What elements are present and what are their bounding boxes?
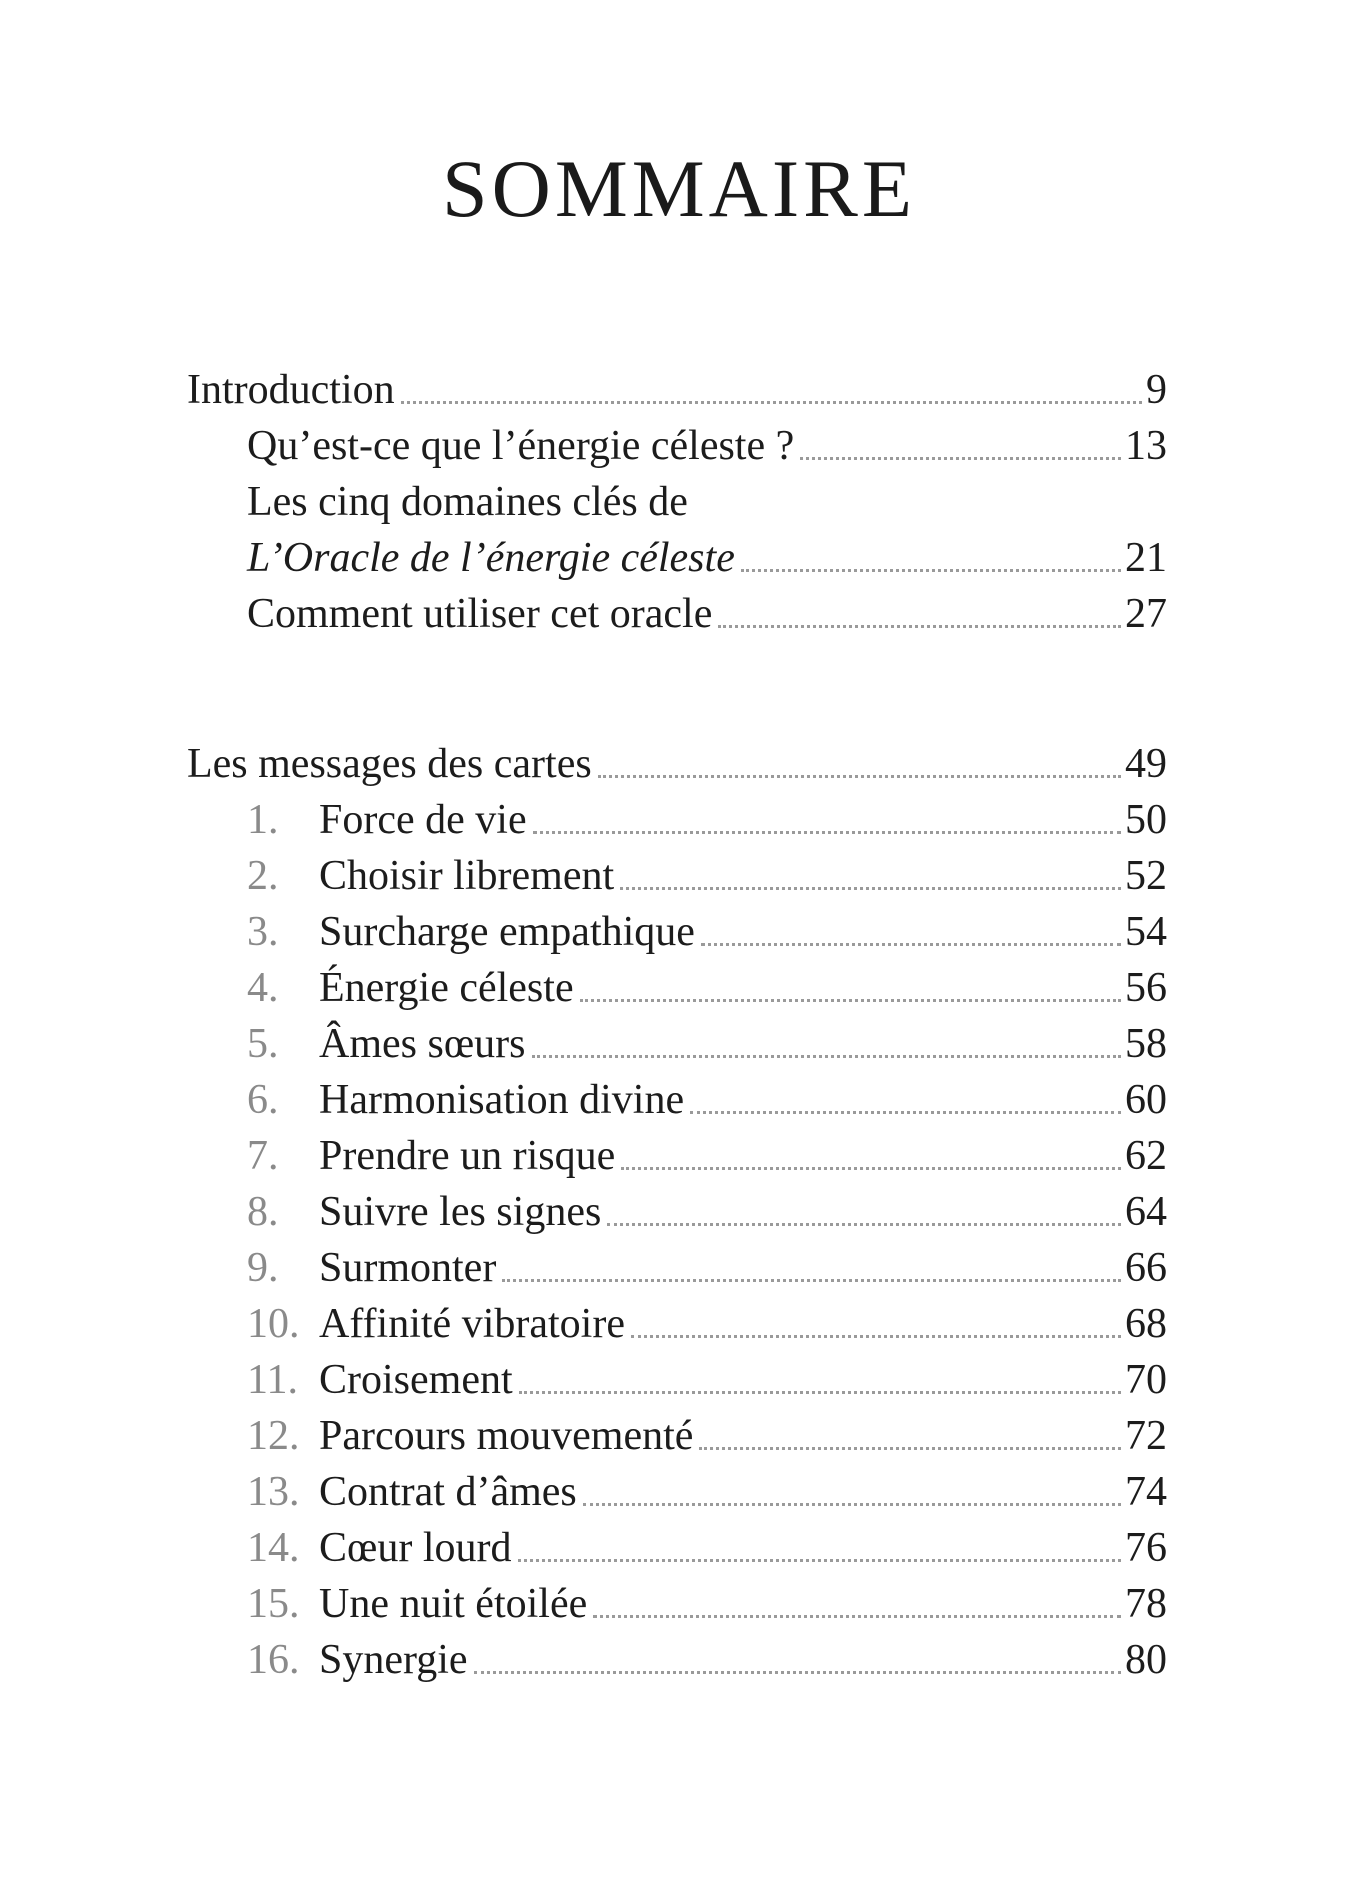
dot-leader <box>502 1279 1121 1282</box>
toc-page-number: 21 <box>1125 535 1167 581</box>
dot-leader <box>580 999 1121 1002</box>
card-title: Prendre un risque <box>319 1133 616 1179</box>
toc-page-number: 27 <box>1125 591 1167 637</box>
toc-entry-comment-utiliser[interactable] <box>187 586 1167 642</box>
toc-entry-label: Introduction <box>187 367 395 413</box>
dot-leader <box>518 1559 1122 1562</box>
toc-entry-cinq-domaines[interactable] <box>187 474 1167 530</box>
card-title: Énergie céleste <box>319 965 574 1011</box>
card-title: Surmonter <box>319 1245 497 1291</box>
toc-card-entry[interactable] <box>187 1184 1167 1240</box>
toc-entry-label: L’Oracle de l’énergie céleste <box>247 535 735 581</box>
card-title: Synergie <box>319 1637 468 1683</box>
dot-leader <box>532 1055 1122 1058</box>
toc-card-entry[interactable] <box>187 1576 1167 1632</box>
toc-entry-messages[interactable] <box>187 736 1167 792</box>
card-number: 15. <box>247 1581 300 1627</box>
toc-page-number: 58 <box>1125 1021 1167 1067</box>
toc-page-number: 13 <box>1125 423 1167 469</box>
dot-leader <box>741 569 1121 572</box>
card-number: 7. <box>247 1133 279 1179</box>
toc-entry-label: Les messages des cartes <box>187 741 592 787</box>
card-title: Surcharge empathique <box>319 909 695 955</box>
card-title: Force de vie <box>319 797 527 843</box>
toc-card-entry[interactable] <box>187 1520 1167 1576</box>
toc-card-entry[interactable] <box>187 1016 1167 1072</box>
toc-card-entry[interactable] <box>187 904 1167 960</box>
toc-page-number: 49 <box>1125 741 1167 787</box>
toc-page-number: 74 <box>1125 1469 1167 1515</box>
dot-leader <box>690 1111 1121 1114</box>
card-number: 9. <box>247 1245 279 1291</box>
dot-leader <box>474 1671 1121 1674</box>
toc-card-entry[interactable] <box>187 1240 1167 1296</box>
toc-page-number: 76 <box>1125 1525 1167 1571</box>
card-title: Harmonisation divine <box>319 1077 685 1123</box>
toc-page-number: 56 <box>1125 965 1167 1011</box>
toc-entry-label: Les cinq domaines clés de <box>247 479 688 525</box>
card-number: 4. <box>247 965 279 1011</box>
dot-leader <box>533 831 1121 834</box>
dot-leader <box>519 1391 1121 1394</box>
toc-card-entry[interactable] <box>187 792 1167 848</box>
toc-page-number: 50 <box>1125 797 1167 843</box>
card-number: 1. <box>247 797 279 843</box>
toc-entry-energie-celeste[interactable] <box>187 418 1167 474</box>
dot-leader <box>620 887 1121 890</box>
dot-leader <box>583 1503 1121 1506</box>
card-number: 5. <box>247 1021 279 1067</box>
toc-page-number: 60 <box>1125 1077 1167 1123</box>
toc-card-entry[interactable] <box>187 1072 1167 1128</box>
card-number: 11. <box>247 1357 298 1403</box>
toc-card-entry[interactable] <box>187 1464 1167 1520</box>
card-title: Une nuit étoilée <box>319 1581 588 1627</box>
toc-page-number: 9 <box>1146 367 1167 413</box>
toc-entry-introduction[interactable] <box>187 362 1167 418</box>
toc-entry-label: Comment utiliser cet oracle <box>247 591 713 637</box>
card-number: 16. <box>247 1637 300 1683</box>
dot-leader <box>800 457 1121 460</box>
card-number: 12. <box>247 1413 300 1459</box>
toc-page-number: 66 <box>1125 1245 1167 1291</box>
card-number: 8. <box>247 1189 279 1235</box>
card-number: 2. <box>247 853 279 899</box>
dot-leader <box>598 775 1121 778</box>
toc-page-number: 72 <box>1125 1413 1167 1459</box>
toc-card-entry[interactable] <box>187 1352 1167 1408</box>
dot-leader <box>701 943 1121 946</box>
toc-page-number: 52 <box>1125 853 1167 899</box>
dot-leader <box>621 1167 1121 1170</box>
toc-page-number: 78 <box>1125 1581 1167 1627</box>
toc-page-number: 70 <box>1125 1357 1167 1403</box>
card-number: 13. <box>247 1469 300 1515</box>
card-title: Parcours mouvementé <box>319 1413 694 1459</box>
dot-leader <box>699 1447 1121 1450</box>
dot-leader <box>401 401 1142 404</box>
card-number: 3. <box>247 909 279 955</box>
toc-page-number: 64 <box>1125 1189 1167 1235</box>
card-number: 14. <box>247 1525 300 1571</box>
card-title: Cœur lourd <box>319 1525 512 1571</box>
toc-entry-label: Qu’est-ce que l’énergie céleste ? <box>247 423 795 469</box>
card-title: Croisement <box>319 1357 513 1403</box>
toc-page-number: 80 <box>1125 1637 1167 1683</box>
toc-card-entry[interactable] <box>187 1296 1167 1352</box>
toc-card-entry[interactable] <box>187 848 1167 904</box>
toc-card-entry[interactable] <box>187 1632 1167 1688</box>
card-title: Choisir librement <box>319 853 615 899</box>
toc-card-entry[interactable] <box>187 1408 1167 1464</box>
dot-leader <box>593 1615 1121 1618</box>
card-title: Contrat d’âmes <box>319 1469 577 1515</box>
card-number: 6. <box>247 1077 279 1123</box>
toc-page-number: 54 <box>1125 909 1167 955</box>
toc-page-number: 62 <box>1125 1133 1167 1179</box>
card-title: Âmes sœurs <box>319 1021 526 1067</box>
dot-leader <box>718 625 1121 628</box>
card-title: Affinité vibratoire <box>319 1301 625 1347</box>
dot-leader <box>607 1223 1121 1226</box>
dot-leader <box>631 1335 1121 1338</box>
page-title: SOMMAIRE <box>442 143 916 234</box>
toc-entry-oracle-title[interactable] <box>187 530 1167 586</box>
card-title: Suivre les signes <box>319 1189 602 1235</box>
toc-page-number: 68 <box>1125 1301 1167 1347</box>
card-number: 10. <box>247 1301 300 1347</box>
toc-card-entry[interactable] <box>187 960 1167 1016</box>
toc-card-entry[interactable] <box>187 1128 1167 1184</box>
